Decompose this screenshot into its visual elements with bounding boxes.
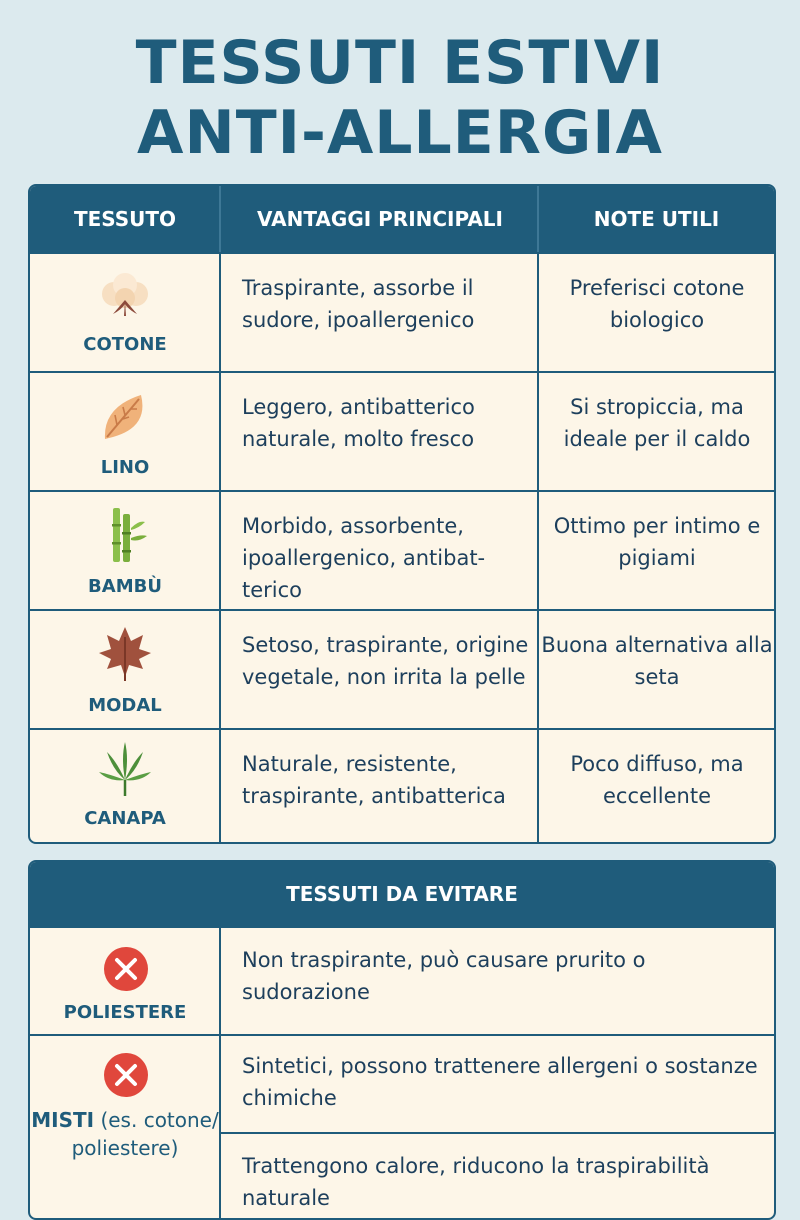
- fabric-name: COTONE: [83, 334, 167, 355]
- avoid-table: [28, 860, 776, 1220]
- header-advantages: VANTAGGI PRINCIPALI: [257, 207, 503, 231]
- avoid-fabric-name: MISTI (es. cotone/ poliestere): [31, 1108, 219, 1160]
- table-row: [30, 371, 774, 490]
- fabric-notes: Preferisci cotone biologico: [569, 276, 745, 332]
- red-x-icon: [103, 1052, 149, 1098]
- title-line-2: ANTI-ALLERGIA: [137, 98, 663, 168]
- fabric-advantages: Setoso, traspirante, origine vegetale, non irrita la pelle: [242, 633, 529, 689]
- fabric-advantages: Naturale, resistente, traspirante, antibatterica: [242, 752, 506, 808]
- bamboo-icon: [95, 504, 155, 564]
- fabric-name: BAMBÙ: [88, 576, 162, 597]
- hemp-leaf-icon: [95, 740, 155, 800]
- fabric-advantages: Morbido, assorbente, ipoallergenico, antibat- terico: [242, 514, 486, 602]
- fabric-name: MODAL: [88, 695, 162, 716]
- fabric-notes: Poco diffuso, ma eccellente: [570, 752, 744, 808]
- table-row: [30, 609, 774, 728]
- leaf-icon: [95, 387, 155, 447]
- avoid-header-title: TESSUTI DA EVITARE: [286, 882, 518, 906]
- cotton-flower-icon: [95, 268, 155, 328]
- fabric-name: LINO: [100, 457, 150, 478]
- fabric-advantages: Leggero, antibatterico naturale, molto fresco: [242, 395, 475, 451]
- fabric-notes: Ottimo per intimo e pigiami: [553, 514, 761, 570]
- avoid-fabric-name: POLIESTERE: [63, 1002, 187, 1023]
- fabric-notes: Si stropiccia, ma ideale per il caldo: [563, 395, 751, 451]
- table-row: [30, 490, 774, 609]
- table-row: [30, 728, 774, 842]
- title-line-1: TESSUTI ESTIVI: [135, 28, 665, 98]
- table-row: [30, 1034, 774, 1220]
- red-x-icon: [103, 946, 149, 992]
- fabrics-table: [28, 184, 776, 844]
- maple-leaf-icon: [95, 623, 155, 683]
- header-fabric: TESSUTO: [73, 207, 177, 231]
- page-title: [0, 28, 800, 168]
- avoid-description: Non traspirante, può causare prurito o sudorazione: [242, 948, 646, 1004]
- table-row: [30, 252, 774, 371]
- avoid-description-2: Trattengono calore, riducono la traspirabilità naturale: [242, 1154, 710, 1210]
- fabrics-table-header: [30, 186, 774, 252]
- avoid-description: Sintetici, possono trattenere allergeni o sostanze chimiche: [242, 1054, 758, 1110]
- avoid-table-header: [30, 862, 774, 926]
- fabric-advantages: Traspirante, assorbe il sudore, ipoallergenico: [242, 276, 475, 332]
- fabric-name: CANAPA: [84, 808, 166, 829]
- fabric-notes: Buona alternativa alla seta: [541, 633, 773, 689]
- table-row: [30, 926, 774, 1034]
- header-notes: NOTE UTILI: [593, 207, 720, 231]
